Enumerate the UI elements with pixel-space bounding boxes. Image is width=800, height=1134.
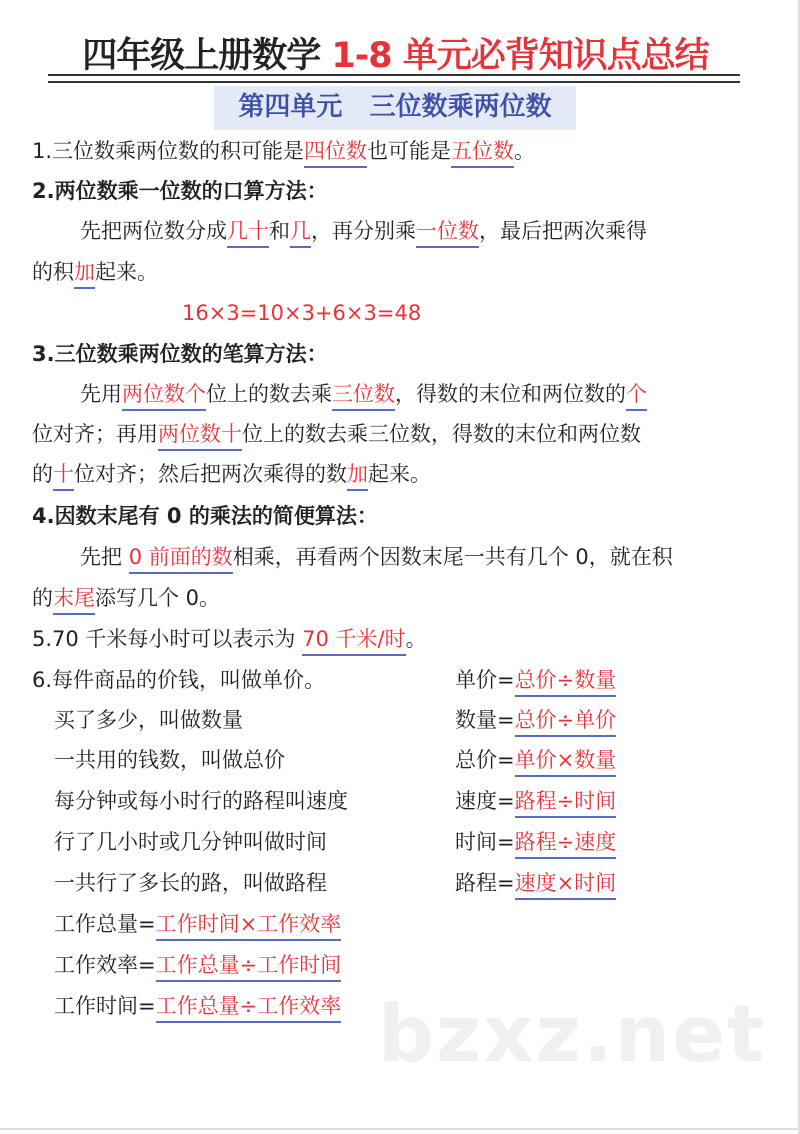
answer-highlight: 十 [53, 462, 74, 491]
text-line [32, 666, 325, 694]
answer-highlight: 70 千米/时 [302, 627, 405, 656]
text-line [182, 299, 421, 327]
formula [455, 746, 616, 774]
text-segment: 起来。 [95, 260, 158, 284]
text-segment: 也可能是 [367, 139, 452, 163]
title-red: 1-8 单元必背知识点总结 [331, 36, 709, 76]
text-segment: 添写几个 0。 [95, 586, 221, 610]
text-line [32, 137, 535, 165]
text-segment: 的 [32, 462, 53, 486]
page-edge [0, 1128, 800, 1130]
answer-highlight: 几 [290, 219, 311, 248]
answer-highlight: 工作时间×工作效率 [156, 912, 342, 941]
answer-highlight: 几十 [227, 219, 269, 248]
formula-value: 单价×数量 [515, 748, 617, 777]
answer-highlight: 五位数 [451, 139, 514, 168]
text-segment: 位上的数去乘三位数，得数的末位和两位数 [242, 422, 641, 446]
text-line [54, 951, 341, 979]
text-segment: 。 [514, 139, 536, 163]
text-segment: 的积 [32, 260, 74, 284]
formula-label: 总价= [455, 748, 515, 772]
text-line [32, 625, 427, 653]
text-segment: 3.三位数乘两位数的笔算方法： [32, 342, 328, 366]
text-segment: 一共用的钱数，叫做总价 [54, 748, 285, 772]
formula [455, 666, 616, 694]
text-segment: 先用 [80, 382, 122, 406]
unit-heading: 第四单元 三位数乘两位数 [214, 86, 576, 130]
answer-highlight: 三位数 [332, 382, 395, 411]
text-segment: 6.每件商品的价钱，叫做单价。 [32, 668, 326, 692]
formula-value: 总价÷数量 [515, 668, 617, 697]
text-segment: 4.因数末尾有 0 的乘法的简便算法： [32, 504, 378, 528]
text-segment: 工作效率= [54, 953, 156, 977]
text-segment: 5.70 千米每小时可以表示为 [32, 627, 303, 651]
text-line [32, 584, 220, 612]
answer-highlight: 工作总量÷工作效率 [156, 994, 342, 1023]
text-line [80, 217, 647, 245]
text-segment: 起来。 [368, 462, 431, 486]
formula-value: 速度×时间 [515, 871, 617, 900]
answer-highlight: 四位数 [304, 139, 367, 168]
text-segment: 1.三位数乘两位数的积可能是 [32, 139, 305, 163]
text-line [32, 258, 158, 286]
text-segment: 先把两位数分成 [80, 219, 227, 243]
text-segment: 16×3=10×3+6×3=48 [182, 301, 422, 325]
text-segment: ，最后把两次乘得 [479, 219, 647, 243]
formula [455, 787, 616, 815]
text-segment: 先把 [80, 545, 129, 569]
text-segment: 工作总量= [54, 912, 156, 936]
formula-label: 速度= [455, 789, 515, 813]
formula-value: 总价÷单价 [515, 708, 617, 737]
text-segment: 行了几小时或几分钟叫做时间 [54, 830, 327, 854]
section-heading [32, 177, 328, 205]
formula-value: 路程÷时间 [515, 789, 617, 818]
section-heading [32, 502, 378, 530]
text-line [54, 746, 285, 774]
answer-highlight: 0 前面的数 [129, 545, 233, 574]
text-segment: 和 [269, 219, 290, 243]
text-line [54, 910, 341, 938]
text-segment: 2.两位数乘一位数的口算方法： [32, 179, 328, 203]
text-line [32, 420, 641, 448]
text-segment: 。 [405, 627, 427, 651]
title-divider [48, 74, 740, 83]
title-black: 四年级上册数学 [82, 36, 332, 76]
text-segment: ，得数的末位和两位数的 [395, 382, 626, 406]
answer-highlight: 一位数 [416, 219, 479, 248]
answer-highlight: 工作总量÷工作时间 [156, 953, 342, 982]
text-segment: 相乘，再看两个因数末尾一共有几个 0，就在积 [232, 545, 673, 569]
formula-value: 路程÷速度 [515, 830, 617, 859]
formula [455, 869, 616, 897]
text-segment: 位对齐；然后把两次乘得的数 [74, 462, 347, 486]
text-line [54, 706, 243, 734]
text-line [80, 543, 673, 571]
answer-highlight: 两位数个 [122, 382, 206, 411]
text-segment: 每分钟或每小时行的路程叫速度 [54, 789, 348, 813]
text-segment: 的 [32, 586, 53, 610]
page-title [48, 28, 743, 78]
formula-label: 时间= [455, 830, 515, 854]
text-line [54, 787, 348, 815]
text-line [54, 869, 327, 897]
answer-highlight: 加 [74, 260, 95, 289]
formula-label: 单价= [455, 668, 515, 692]
text-segment: 位对齐；再用 [32, 422, 158, 446]
formula [455, 706, 616, 734]
answer-highlight: 个 [626, 382, 647, 411]
text-line [54, 992, 341, 1020]
text-segment: 工作时间= [54, 994, 156, 1018]
section-heading [32, 340, 328, 368]
text-line [54, 828, 327, 856]
formula [455, 828, 616, 856]
text-line [32, 460, 431, 488]
text-segment: ，再分别乘 [311, 219, 416, 243]
answer-highlight: 两位数十 [158, 422, 242, 451]
text-segment: 买了多少，叫做数量 [54, 708, 243, 732]
formula-label: 路程= [455, 871, 515, 895]
text-segment: 位上的数去乘 [206, 382, 332, 406]
answer-highlight: 末尾 [53, 586, 95, 615]
watermark: bzxz.net [378, 990, 767, 1080]
formula-label: 数量= [455, 708, 515, 732]
text-line [80, 380, 647, 408]
text-segment: 一共行了多长的路，叫做路程 [54, 871, 327, 895]
answer-highlight: 加 [347, 462, 368, 491]
